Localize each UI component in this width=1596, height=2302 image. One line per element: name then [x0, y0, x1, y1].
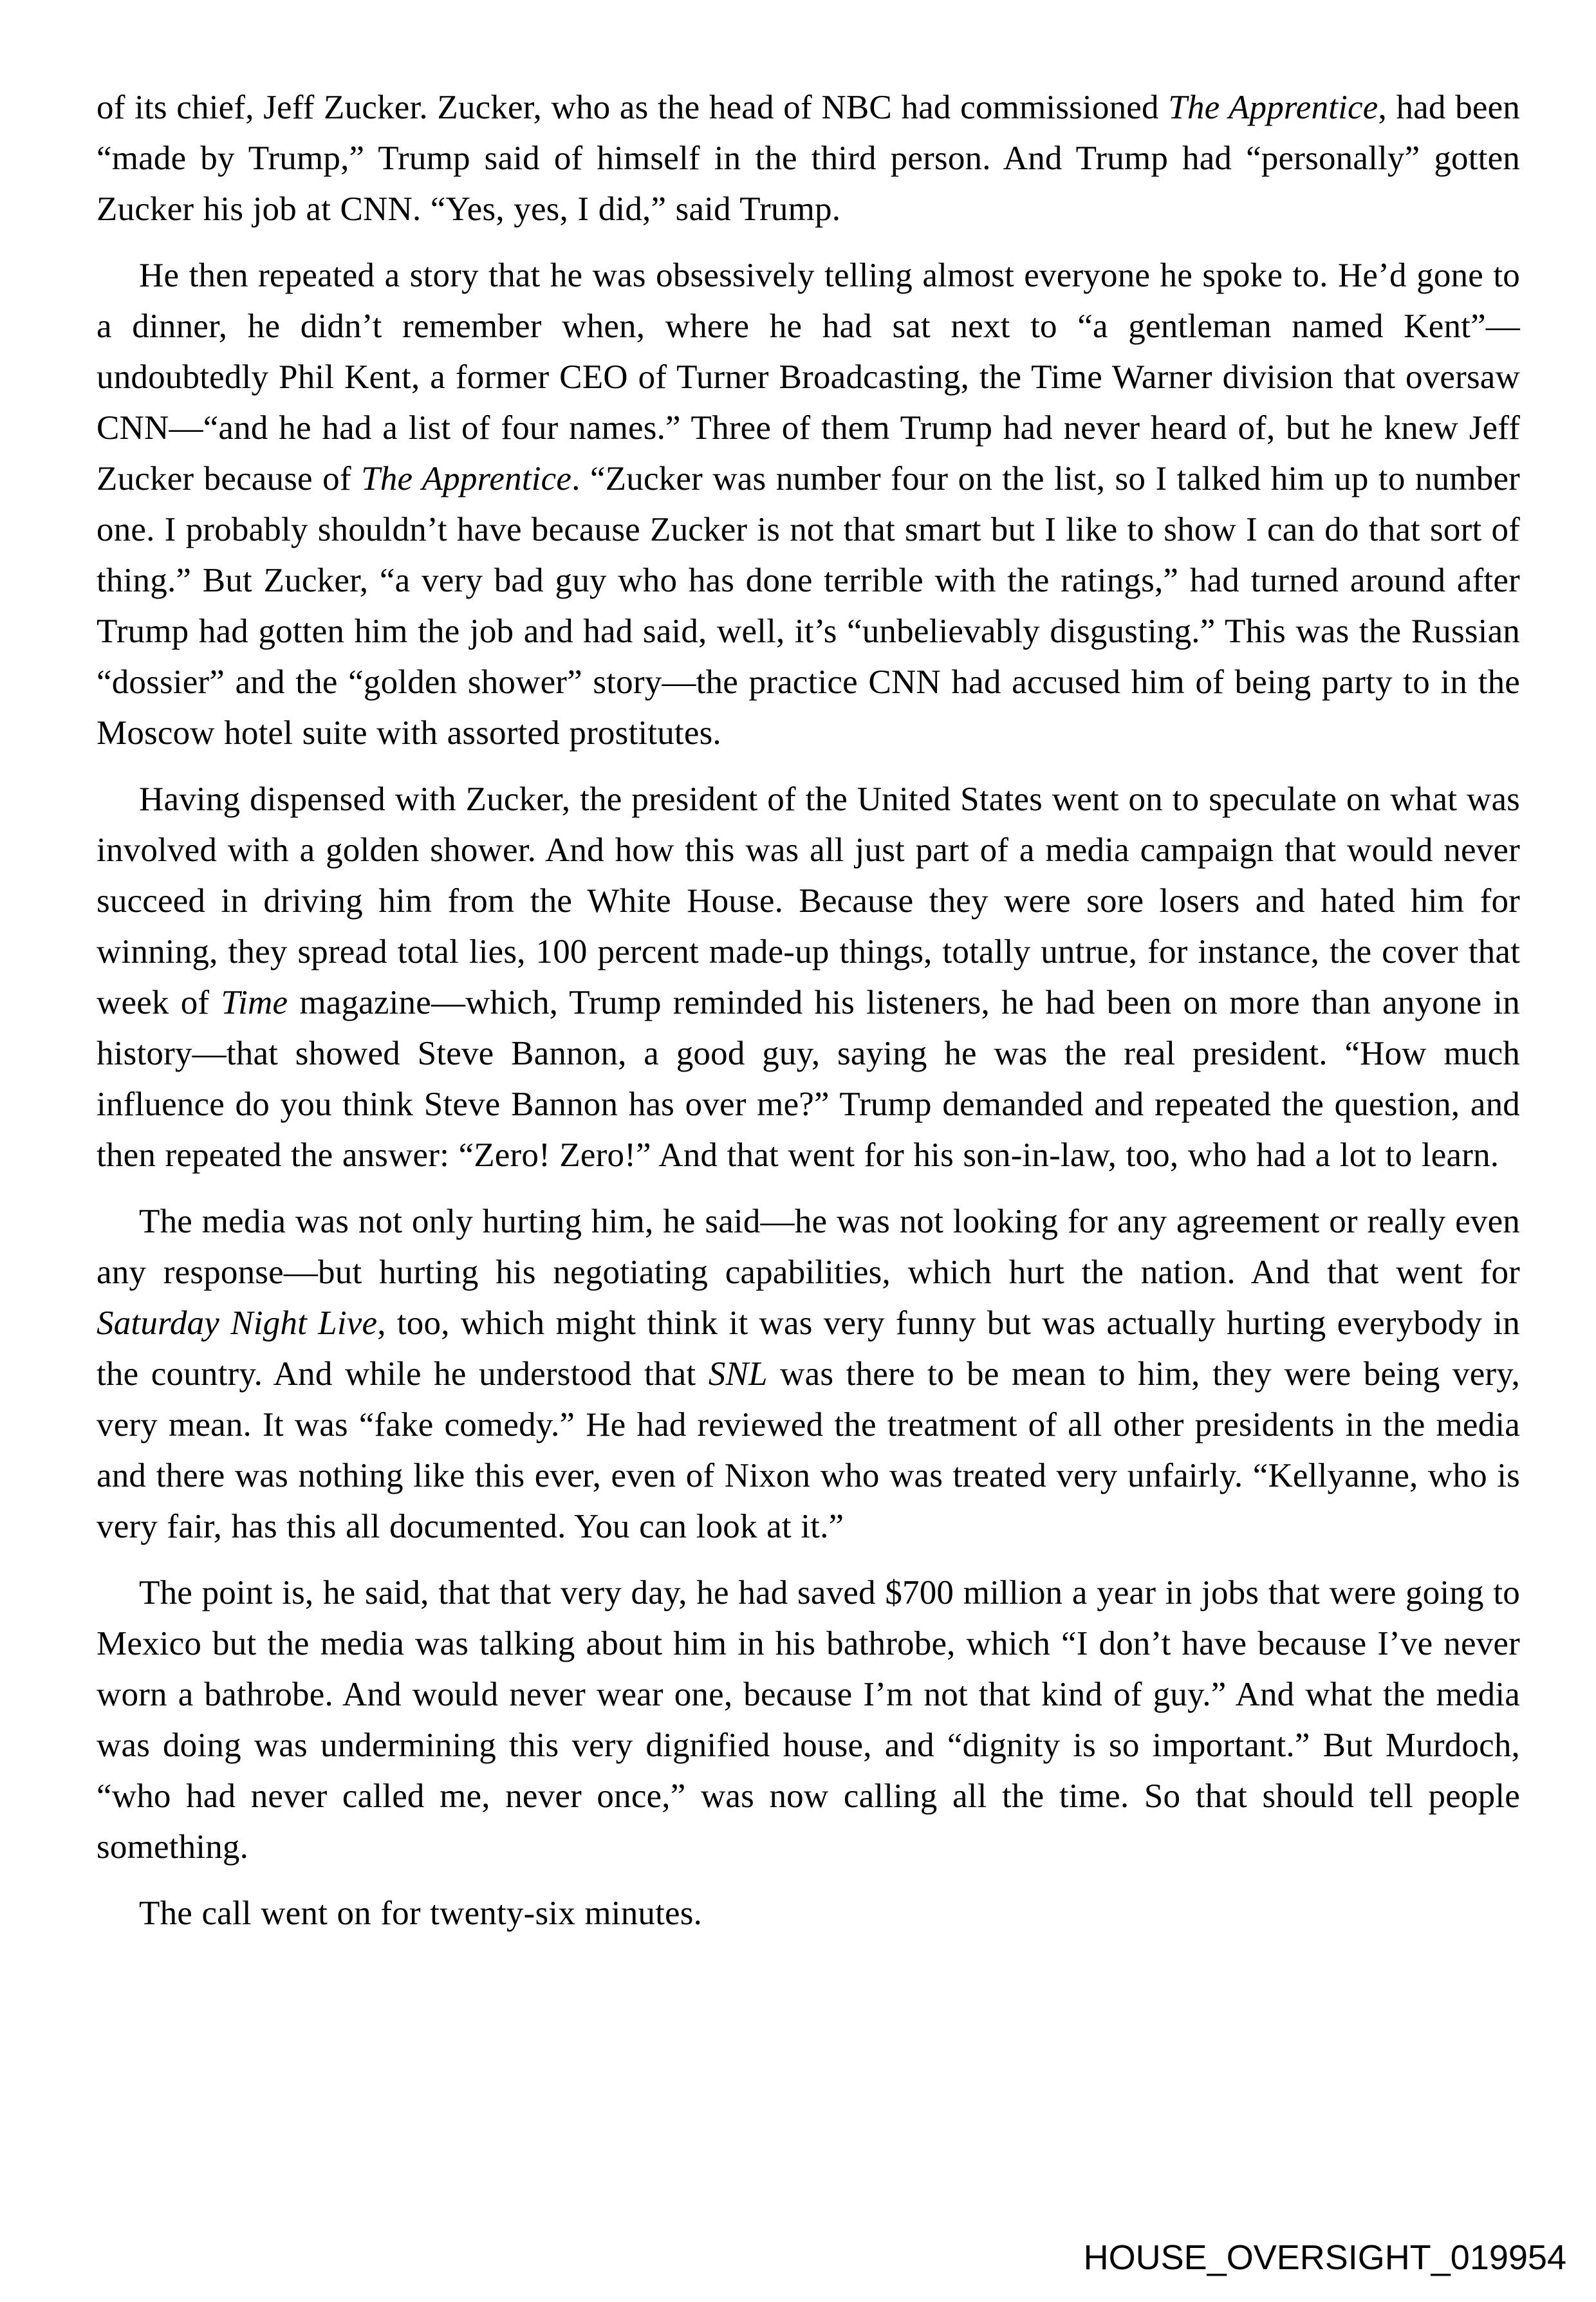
text-run: magazine—which, Trump reminded his listeners, he had been on more than anyone in history—that showed Steve Bannon, a good guy, saying he was the real president. “How much influence do you think Steve Bannon has over me?” Trump demanded and repeated the question, and then repeated the answer: “Zero! Zero!” And that went for his son-in-law, too, who had a lot to learn. — [97, 984, 1520, 1174]
text-run: of its chief, Jeff Zucker. Zucker, who as the head of NBC had commissioned — [97, 89, 1169, 126]
paragraph — [97, 774, 1520, 1181]
italic-text-run: The Apprentice — [1168, 89, 1378, 126]
text-run: Having dispensed with Zucker, the president of the United States went on to speculate on what was involved with a golden shower. And how this was all just part of a media campaign that would never succeed in driving him from the White House. Because they were sore losers and hated him for winning, they spread total lies, 100 percent made-up things, totally untrue, for instance, the cover that week of — [97, 781, 1520, 1021]
paragraph — [97, 1568, 1520, 1873]
paragraph — [97, 1888, 1520, 1939]
text-run: The point is, he said, that that very day, he had saved $700 million a year in jobs that were going to Mexico but the media was talking about him in his bathrobe, which “I don’t have because I’ve never worn a bathrobe. And would never wear one, because I’m not that kind of guy.” And what the media was doing was undermining this very dignified house, and “dignity is so important.” But Murdoch, “who had never called me, never once,” was now calling all the time. So that should tell people something. — [97, 1574, 1520, 1866]
italic-text-run: Time — [221, 984, 288, 1021]
text-run: . “Zucker was number four on the list, so I talked him up to number one. I probably shouldn’t have because Zucker is not that smart but I like to show I can do that sort of thing.” But Zucker, “a very bad guy who has done terrible with the ratings,” had turned around after Trump had gotten him the job and had said, well, it’s “unbelievably disgusting.” This was the Russian “dossier” and the “golden shower” story—the practice CNN had accused him of being party to in the Moscow hotel suite with assorted prostitutes. — [97, 460, 1521, 752]
italic-text-run: The Apprentice — [361, 460, 572, 497]
text-run: The call went on for twenty-six minutes. — [139, 1895, 703, 1932]
paragraph — [97, 250, 1520, 759]
text-run: He then repeated a story that he was obsessively telling almost everyone he spoke to. He’d gone to a dinner, he didn’t remember when, where he had sat next to “a gentleman named Kent”—undoubtedly Phil Kent, a former CEO of Turner Broadcasting, the Time Warner division that oversaw CNN—“and he had a list of four names.” Three of them Trump had never heard of, but he knew Jeff Zucker because of — [97, 257, 1520, 497]
bates-stamp: HOUSE_OVERSIGHT_019954 — [1083, 2238, 1566, 2277]
text-run: was there to be mean to him, they were being very, very mean. It was “fake comedy.” He had reviewed the treatment of all other presidents in the media and there was nothing like this ever, even of Nixon who was treated very unfairly. “Kellyanne, who is very fair, has this all documented. You can look at it.” — [97, 1355, 1520, 1545]
paragraph — [97, 82, 1520, 235]
italic-text-run: SNL — [708, 1355, 768, 1393]
text-block — [97, 82, 1520, 1954]
text-run: The media was not only hurting him, he said—he was not looking for any agreement or really even any response—but hurting his negotiating capabilities, which hurt the nation. And that went for — [97, 1203, 1520, 1291]
paragraph — [97, 1196, 1520, 1552]
text-run: , had been “made by Trump,” Trump said of himself in the third person. And Trump had “personally” gotten Zucker his job at CNN. “Yes, yes, I did,” said Trump. — [97, 89, 1520, 228]
text-run: , too, which might think it was very funny but was actually hurting everybody in the country. And while he understood that — [97, 1304, 1520, 1393]
italic-text-run: Saturday Night Live — [97, 1304, 378, 1342]
